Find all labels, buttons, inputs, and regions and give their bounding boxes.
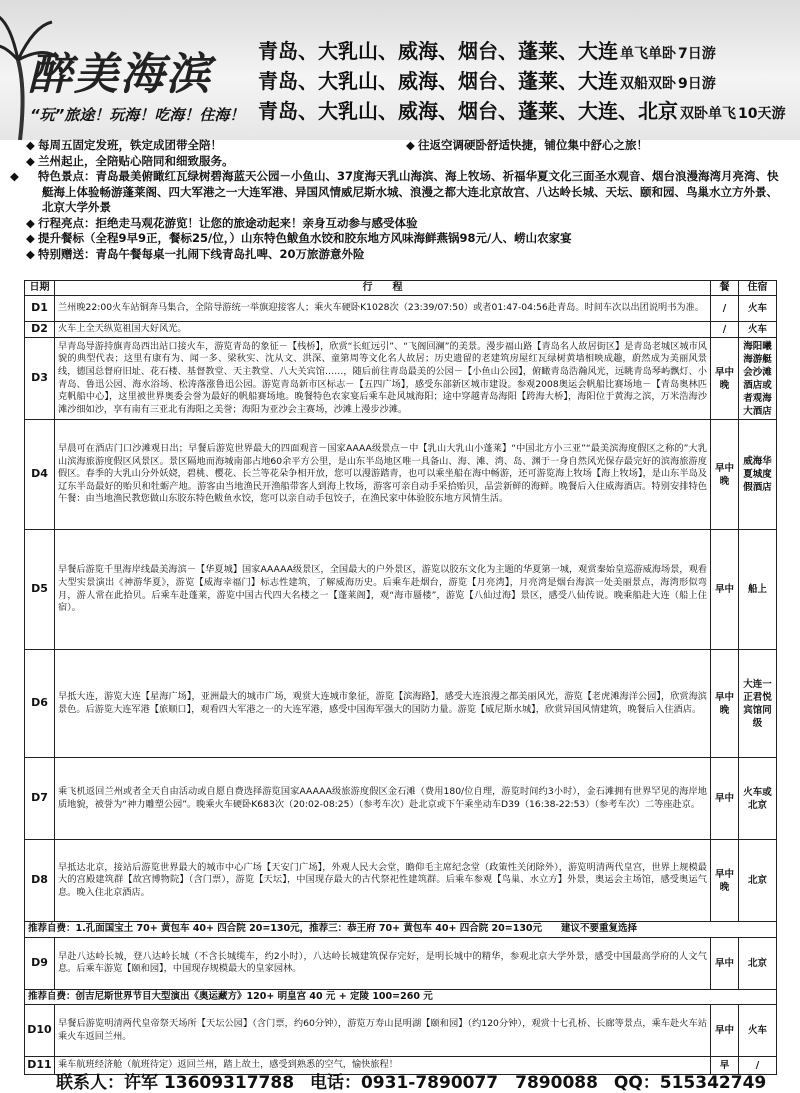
day-cell: D1 <box>25 296 55 322</box>
extra-cell: 推荐自费：1.孔面国宝土 70+ 黄包车 40+ 四合院 20=130元，推荐三：恭王府 70+ 黄包车 40+ 四合院 20=130元 建议不要重复选择 <box>25 922 777 938</box>
stay-cell: 火车 <box>739 296 777 322</box>
desc-cell: 乘车航班经济舱（航班待定）返回兰州，踏上故土，感受到熟悉的空气，愉快旅程！ <box>55 1057 711 1075</box>
diamond-icon: ◆ <box>10 169 19 183</box>
table-row <box>25 758 777 840</box>
desc-cell: 早抵大连，游览大连【星海广场】，亚洲最大的城市广场，观赏大连城市象征，游览【滨海路】，感受大连浪漫之都美丽风光，游览【老虎滩海洋公园】，欣赏海滨景色。后游览大连军港【旅顺口】，观看四大军港之一的大连军港，感受中国海军强大的国防力量。游览【威尼斯水城】，欣赏异国风情建筑，晚餐后入住酒店。 <box>55 650 711 758</box>
desc-cell: 兰州晚22:00火车站铜奔马集合，全陪导游统一举旗迎接客人；乘火车硬卧K1028次（23:39/07:50）或者01:47-04:56赴青岛。时间车次以出团说明书为准。 <box>55 296 711 322</box>
table-row <box>25 840 777 922</box>
note-text: 兰州起止，全陪贴心陪同和细致服务。 <box>38 153 234 168</box>
day-cell: D8 <box>25 840 55 922</box>
day-cell: D2 <box>25 322 55 338</box>
note-item <box>26 231 786 247</box>
route-1 <box>258 35 798 65</box>
day-cell: D7 <box>25 758 55 840</box>
note-row-1 <box>26 138 786 154</box>
contact-qq: QQ：515342749 <box>613 1073 767 1093</box>
desc-cell: 早青岛导游持旗青岛西出站口接火车，游览青岛的象征－【栈桥】，欣赏“长虹远引”、“飞阁回澜”的美景。漫步福山路【青岛名人故居街区】是青岛老城区城市风貌的典型代表；这里有康有为、闻一多、梁秋实、沈从文、洪深、童第周等文化名人故居；历史遗留的老建筑房屋红瓦绿树黄墙相映成趣，蔚然成为美丽风景线，德国总督府旧址、花石楼、基督教堂、天主教堂、八大关宾馆……，随后前往青岛最美的公园－【小鱼山公园】，俯瞰青岛浩瀚风光，远眺青岛琴屿飘灯、小青岛、鲁迅公园、海水浴场、松涛落涨鲁迅公园。游览青岛新市区标志－【五四广场】，感受东部新区城市建设。参观2008奥运会帆船比赛场地－【青岛奥林匹克帆船中心】，这里被世界奥委会誉为最好的帆船赛场地。晚餐特色农家宴后乘车赴风城海阳；途中穿越青岛海阳【跨海大桥】，海阳位于黄海之滨，万米浩海沙滩沙细如沙，享有南有三亚北有海阳之美誉；海阳为亚沙会主赛场，沙滩上漫步沙滩。 <box>55 338 711 420</box>
note-item <box>26 154 786 170</box>
desc-cell: 早抵达北京，接站后游览世界最大的城市中心广场【天安门广场】，外观人民大会堂，瞻仰毛主席纪念堂（政策性关闭除外），游览明清两代皇宫，世界上规模最大的宫殿建筑群【故宫博物院】（含门票），游览【天坛】，中国现存最大的古代祭祀性建筑群。后乘车参观【鸟巢、水立方】外景，奥运会主场馆，感受奥运气息。晚入住北京酒店。 <box>55 840 711 922</box>
route-list <box>258 35 798 125</box>
meal-cell: 早中 <box>711 937 739 989</box>
stay-cell: 威海华夏城度假酒店 <box>739 420 777 530</box>
note-text: 行程亮点：拒绝走马观花游览！让您的旅途动起来！亲身互动参与感受体验 <box>38 215 418 230</box>
table-row <box>25 338 777 420</box>
stay-cell: 火车 <box>739 1005 777 1057</box>
contact-person: 联系人：许军 13609317788 <box>56 1073 295 1093</box>
table-row <box>25 322 777 338</box>
route-days: 7日游 <box>678 46 716 62</box>
note-item <box>26 247 786 263</box>
contact-footer <box>56 1068 776 1093</box>
note-text: 特别赠送：青岛午餐每桌一扎闹下线青岛扎啤、20万旅游意外险 <box>38 246 365 261</box>
diamond-icon: ◆ <box>406 138 415 152</box>
day-cell: D10 <box>25 1005 55 1057</box>
diamond-icon: ◆ <box>26 138 35 152</box>
route-days: 10天游 <box>738 106 786 122</box>
route-3 <box>258 95 798 125</box>
stay-cell: 船上 <box>739 530 777 650</box>
diamond-icon: ◆ <box>26 231 35 245</box>
meal-cell: 早中晚 <box>711 650 739 758</box>
table-row-extra <box>25 989 777 1005</box>
contact-phone: 电话：0931-7890077 7890088 <box>309 1073 598 1093</box>
desc-cell: 乘飞机返回兰州或者全天自由活动或自愿自费选择游览国家AAAAA级旅游度假区金石滩（费用180/位自理，游览时间约3小时），金石滩拥有世界罕见的海岸地质地貌，被誉为“神力雕塑公园”。晚乘火车硬卧K683次（20:02-08:25）（参考车次）赴北京或下午乘坐动车D39（16:38-22:53）（参考车次）二等座赴京。 <box>55 758 711 840</box>
route-cities: 青岛、大乳山、威海、烟台、蓬莱、大连、北京 <box>258 99 678 123</box>
header-day: 日期 <box>25 281 55 296</box>
day-cell: D6 <box>25 650 55 758</box>
route-cities: 青岛、大乳山、威海、烟台、蓬莱、大连 <box>258 39 618 63</box>
meal-cell: 早中 <box>711 758 739 840</box>
table-row <box>25 650 777 758</box>
diamond-icon: ◆ <box>26 246 35 261</box>
header-meal: 餐 <box>711 281 739 296</box>
day-cell: D4 <box>25 420 55 530</box>
route-2 <box>258 65 798 95</box>
table-header-row <box>25 281 777 296</box>
diamond-icon: ◆ <box>26 215 35 230</box>
stay-cell: 大连一正君悦宾馆同级 <box>739 650 777 758</box>
day-cell: D5 <box>25 530 55 650</box>
route-type: 双卧单飞 <box>680 106 736 122</box>
table-row <box>25 296 777 322</box>
desc-cell: 早赴八达岭长城，登八达岭长城（不含长城缆车，约2小时），八达岭长城建筑保存完好，是明长城中的精华，参观北京大学外景，感受中国最高学府的人文气息。后乘车游览【颐和园】，中国现存规模最大的皇家园林。 <box>55 937 711 989</box>
stay-cell: 北京 <box>739 937 777 989</box>
meal-cell: 早中 <box>711 530 739 650</box>
note-text: 提升餐标（全程9早9正，餐标25/位，）山东特色鲅鱼水饺和胶东地方风味海鲜燕锅98元/人、崂山农家宴 <box>38 231 572 245</box>
brand-slogan: “玩”旅途！玩海！吃海！住海！ <box>30 106 245 124</box>
meal-cell: 早中晚 <box>711 840 739 922</box>
header-itinerary: 行 程 <box>55 281 711 296</box>
desc-cell: 火车上全天纵览祖国大好风光。 <box>55 322 711 338</box>
route-days: 9日游 <box>678 76 716 92</box>
stay-cell: / <box>739 1057 777 1075</box>
stay-cell: 火车或北京 <box>739 758 777 840</box>
stay-cell: 海阳曦海游艇会沙滩酒店或者观海大酒店 <box>739 338 777 420</box>
table-row <box>25 1005 777 1057</box>
page-header <box>0 0 800 140</box>
meal-cell: 早中晚 <box>711 338 739 420</box>
day-cell: D3 <box>25 338 55 420</box>
stay-cell: 火车 <box>739 322 777 338</box>
extra-cell: 推荐自费：创吉尼斯世界节目大型演出《奥运藏方》120+ 明皇宫 40 元 + 定陵 100=260 元 <box>25 989 777 1005</box>
tour-notes <box>10 138 786 262</box>
note-item <box>26 216 786 232</box>
desc-cell: 早餐后游览千里海岸线最美海滨－【华夏城】国家AAAAA级景区，全国最大的户外景区，游览以胶东文化为主题的华夏第一城，观赏秦始皇巡游威海场景，观看大型实景演出《神游华夏》，游览【威海幸福门】标志性建筑，了解威海历史。后乘车赴烟台，游览【月亮湾】，月亮湾是烟台海滨一处美丽景点，海湾形似弯月，游人常在此拾贝。后乘车赴蓬莱，游览中国古代四大名楼之一【蓬莱阁】，观“海市蜃楼”，游览【八仙过海】景区，感受八仙传说。晚乘船赴大连（船上住宿）。 <box>55 530 711 650</box>
note-text: 特色景点：青岛最美俯瞰红瓦绿树碧海蓝天公园－小鱼山、37度海天乳山海滨、海上牧场、祈福华夏文化三面圣水观音、烟台浪漫海湾月亮湾、快艇海上体验畅游蓬莱阁、四大军港之一大连军港、异国风情威尼斯水城、浪漫之都大连北京故宫、八达岭长城、天坛、颐和园、鸟巢水立方外景、北京大学外景 <box>38 169 779 214</box>
header-stay: 住宿 <box>739 281 777 296</box>
note-item <box>26 138 406 154</box>
note-item <box>406 138 786 154</box>
route-cities: 青岛、大乳山、威海、烟台、蓬莱、大连 <box>258 69 618 93</box>
meal-cell: 早中晚 <box>711 420 739 530</box>
day-cell: D11 <box>25 1057 55 1075</box>
table-row <box>25 937 777 989</box>
note-text: 往返空调硬卧舒适快捷，铺位集中舒心之旅！ <box>418 138 648 152</box>
meal-cell: / <box>711 322 739 338</box>
itinerary-table <box>24 280 777 1075</box>
table-row <box>25 530 777 650</box>
route-type: 单飞单卧 <box>620 46 676 62</box>
meal-cell: 早中 <box>711 1005 739 1057</box>
day-cell: D9 <box>25 937 55 989</box>
meal-cell: / <box>711 296 739 322</box>
route-type: 双船双卧 <box>620 76 676 92</box>
diamond-icon: ◆ <box>26 153 35 168</box>
meal-cell: 早 <box>711 1057 739 1075</box>
desc-cell: 早晨可在酒店门口沙滩观日出；早餐后游览世界最大的四面观音－国家AAAA级景点－中【乳山大乳山小蓬莱】“中国北方小三亚”“最美滨海度假区之称的”大乳山滨海旅游度假区风景区。景区隔地而海城南部占地60余平方公里，是山东半岛地区唯一具备山、海、滩、湾、岛、渊于一身自然风光保存最完好的滨海旅游度假区。春季的大乳山分外妖娆，碧桃、樱花、长兰等花朵争相开放，您可以漫游踏青，也可以乘坐船在海中畅游，还可游览海上牧场【海上牧场】，是山东半岛及辽东半岛最好的贻贝和牡蛎产地。游客由当地渔民开渔船带客人到海上牧场，游客可亲自动手采拾贻贝，品尝新鲜的海鲜。晚餐后入住威海酒店。特别安排特色午餐：由当地渔民教您做山东胶东特色鲅鱼水饺，您可以亲自动手包饺子，在渔民家中体验胶东地方风情生活。 <box>55 420 711 530</box>
note-text: 每周五固定发班，铁定成团带全陪！ <box>38 138 222 152</box>
table-row-extra <box>25 922 777 938</box>
stay-cell: 北京 <box>739 840 777 922</box>
brand-title: 醉美海滨 <box>28 49 212 100</box>
table-row <box>25 420 777 530</box>
desc-cell: 早餐后游览明清两代皇帝祭天场所【天坛公园】（含门票，约60分钟），游览万寿山昆明湖【颐和园】（约120分钟），观赏十七孔桥、长廊等景点，乘车赴火车站乘火车返回兰州。 <box>55 1005 711 1057</box>
note-item <box>10 169 786 216</box>
